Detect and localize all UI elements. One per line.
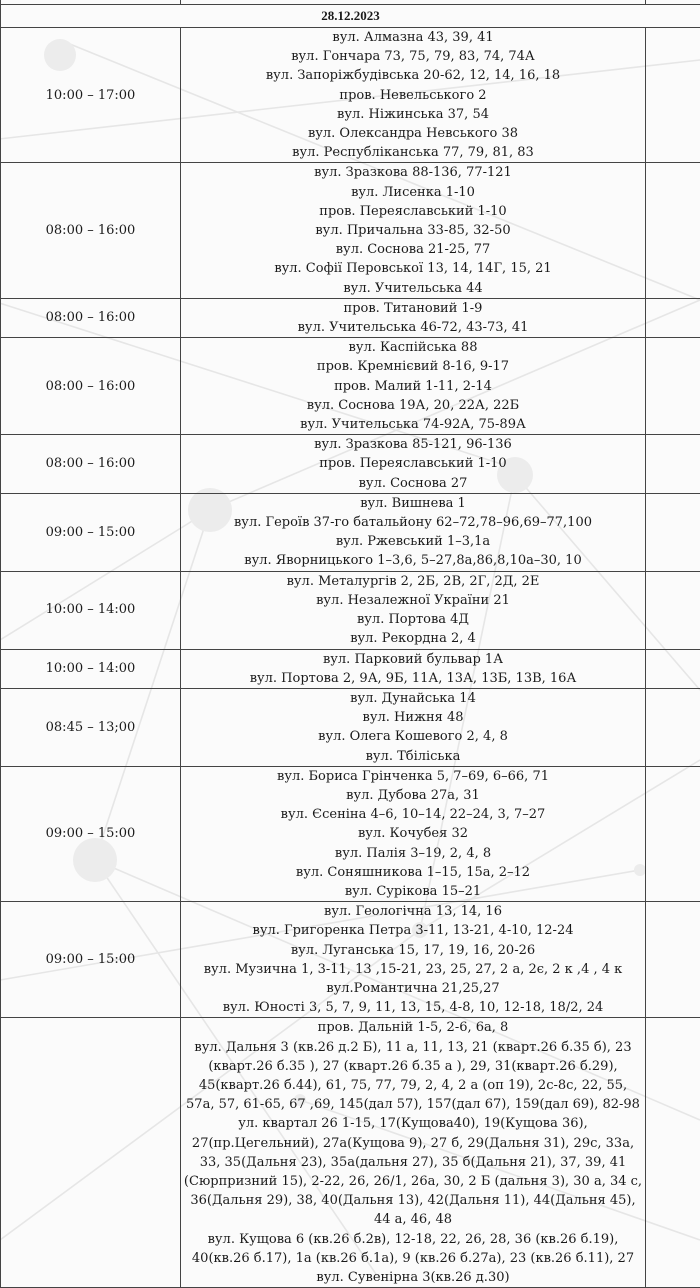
address-line: вул. Каспійська 88	[183, 338, 643, 357]
empty-cell	[646, 163, 700, 298]
address-line: вул. Сурікова 15–21	[183, 882, 643, 901]
address-line: вул. Рекордна 2, 4	[183, 629, 643, 648]
empty-cell	[646, 28, 700, 163]
schedule-row	[1, 28, 700, 163]
address-line: вул. Парковий бульвар 1А	[183, 650, 643, 669]
date-header: 28.12.2023	[1, 5, 700, 28]
address-list	[181, 493, 646, 571]
address-line: вул. Геологічна 13, 14, 16	[183, 902, 643, 921]
address-line: вул. Бориса Грінченка 5, 7–69, 6–66, 71	[183, 767, 643, 786]
address-line: вул. Соснова 19А, 20, 22А, 22Б	[183, 396, 643, 415]
date-header-row	[1, 5, 700, 28]
empty-cell	[646, 435, 700, 494]
outage-time: 10:00 – 14:00	[1, 571, 181, 649]
schedule-row	[1, 298, 700, 337]
outage-time: 08:00 – 16:00	[1, 338, 181, 435]
address-line: вул. Яворницького 1–3,6, 5–27,8а,86,8,10а–30, 10	[183, 551, 643, 570]
address-line: пров. Переяславський 1-10	[183, 454, 643, 473]
address-list	[181, 435, 646, 494]
address-line: вул. Алмазна 43, 39, 41	[183, 28, 643, 47]
address-line: пров. Невельського 2	[183, 86, 643, 105]
schedule-row	[1, 902, 700, 1018]
schedule-row	[1, 163, 700, 298]
empty-cell	[646, 766, 700, 901]
address-line: вул. Лисенка 1-10	[183, 183, 643, 202]
address-line: вул. Героїв 37-го батальйону 62–72,78–96,69–77,100	[183, 513, 643, 532]
address-line: вул. Ніжинська 37, 54	[183, 105, 643, 124]
address-list	[181, 902, 646, 1018]
address-line: вул. Кущова 6 (кв.26 б.2в), 12-18, 22, 26, 28, 36 (кв.26 б.19), 40(кв.26 б.17), 1а (кв.26 б.1а), 9 (кв.26 б.27а), 23 (кв.26 б.11), 27	[183, 1230, 643, 1268]
empty-cell	[646, 298, 700, 337]
address-line: вул. Тбіліська	[183, 747, 643, 766]
address-line: вул. Учительська 44	[183, 279, 643, 298]
address-line: вул. Незалежної України 21	[183, 591, 643, 610]
schedule-row	[1, 649, 700, 688]
empty-cell	[646, 688, 700, 766]
outage-time: 08:00 – 16:00	[1, 298, 181, 337]
address-line: вул. Вишнева 1	[183, 494, 643, 513]
address-line: вул. Портова 4Д	[183, 610, 643, 629]
address-line: пров. Переяславський 1-10	[183, 202, 643, 221]
address-list	[181, 649, 646, 688]
address-line: вул. Ржевський 1–3,1а	[183, 532, 643, 551]
address-list	[181, 766, 646, 901]
schedule-table-body	[1, 0, 700, 1288]
outage-time: 08:00 – 16:00	[1, 435, 181, 494]
address-line: вул. Запоріжбудівська 20-62, 12, 14, 16, 18	[183, 66, 643, 85]
outage-time: 09:00 – 15:00	[1, 902, 181, 1018]
address-line: вул. Соснова 27	[183, 474, 643, 493]
empty-cell	[646, 493, 700, 571]
address-line: вул. Дунайська 14	[183, 689, 643, 708]
address-line: пров. Дальній 1-5, 2-6, 6а, 8	[183, 1018, 643, 1037]
address-line: вул. Кочубея 32	[183, 824, 643, 843]
address-line: вул. Сувенірна 3(кв.26 д.30)	[183, 1268, 643, 1287]
schedule-row	[1, 571, 700, 649]
address-line: вул. Софії Перовської 13, 14, 14Г, 15, 21	[183, 259, 643, 278]
address-list	[181, 688, 646, 766]
address-line: вул.Романтична 21,25,27	[183, 979, 643, 998]
outage-time: 10:00 – 17:00	[1, 28, 181, 163]
empty-cell	[646, 1018, 700, 1288]
address-line: вул. Нижня 48	[183, 708, 643, 727]
address-line: вул. Причальна 33-85, 32-50	[183, 221, 643, 240]
empty-cell	[646, 571, 700, 649]
address-line: пров. Малий 1-11, 2-14	[183, 377, 643, 396]
address-line: вул. Олега Кошевого 2, 4, 8	[183, 727, 643, 746]
address-line: вул. Соснова 21-25, 77	[183, 240, 643, 259]
address-line: вул. Музична 1, 3-11, 13 ,15-21, 23, 25, 27, 2 а, 2є, 2 к ,4 , 4 к	[183, 960, 643, 979]
outage-time: 10:00 – 14:00	[1, 649, 181, 688]
outage-time: 09:00 – 15:00	[1, 766, 181, 901]
schedule-row	[1, 338, 700, 435]
schedule-row	[1, 766, 700, 901]
address-line: вул. Палія 3–19, 2, 4, 8	[183, 844, 643, 863]
address-line: ул. квартал 26 1-15, 17(Кущова40), 19(Кущова 36), 27(пр.Цегельний), 27а(Кущова 9), 27 б, 29(Дальня 31), 29с, 33а, 33, 35(Дальня 23), 35а(дальня 27), 35 б(Дальня 21), 37, 39, 41 (Сюрпризний 15), 2-22, 26, 26/1, 26а, 30, 2 Б (дальня 3), 30 а, 34 с, 36(Дальня 29), 38, 40(Дальня 13), 42(Дальня 11), 44(Дальня 45), 44 а, 46, 48	[183, 1114, 643, 1229]
address-line: пров. Титановий 1-9	[183, 299, 643, 318]
schedule-row	[1, 688, 700, 766]
address-list	[181, 298, 646, 337]
address-line: пров. Кремнієвий 8-16, 9-17	[183, 357, 643, 376]
address-list	[181, 163, 646, 298]
address-line: вул. Республіканська 77, 79, 81, 83	[183, 143, 643, 162]
address-line: вул. Юності 3, 5, 7, 9, 11, 13, 15, 4-8, 10, 12-18, 18/2, 24	[183, 998, 643, 1017]
address-line: вул. Металургів 2, 2Б, 2В, 2Г, 2Д, 2Е	[183, 572, 643, 591]
address-line: вул. Портова 2, 9А, 9Б, 11А, 13А, 13Б, 13В, 16А	[183, 669, 643, 688]
empty-cell	[646, 649, 700, 688]
address-line: вул. Учительська 74-92А, 75-89А	[183, 415, 643, 434]
schedule-row	[1, 493, 700, 571]
address-line: вул. Єсеніна 4–6, 10–14, 22–24, 3, 7–27	[183, 805, 643, 824]
schedule-row	[1, 1018, 700, 1288]
empty-cell	[646, 338, 700, 435]
address-list	[181, 571, 646, 649]
schedule-row	[1, 435, 700, 494]
address-list	[181, 338, 646, 435]
address-line: вул. Гончара 73, 75, 79, 83, 74, 74А	[183, 47, 643, 66]
outage-time: 08:00 – 16:00	[1, 163, 181, 298]
address-line: вул. Дубова 27а, 31	[183, 786, 643, 805]
outage-time: 09:00 – 15:00	[1, 493, 181, 571]
address-line: вул. Соняшникова 1–15, 15а, 2–12	[183, 863, 643, 882]
address-list	[181, 1018, 646, 1288]
address-line: вул. Олександра Невського 38	[183, 124, 643, 143]
outage-time	[1, 1018, 181, 1288]
address-list	[181, 28, 646, 163]
address-line: вул. Зразкова 88-136, 77-121	[183, 163, 643, 182]
outage-time: 08:45 – 13;00	[1, 688, 181, 766]
address-line: вул. Луганська 15, 17, 19, 16, 20-26	[183, 941, 643, 960]
address-line: вул. Григоренка Петра 3-11, 13-21, 4-10, 12-24	[183, 921, 643, 940]
address-line: вул. Дальня 3 (кв.26 д.2 Б), 11 а, 11, 13, 21 (кварт.26 б.35 б), 23 (кварт.26 б.35 ), 27 (кварт.26 б.35 а ), 29, 31(кварт.26 б.29), 45(кварт.26 б.44), 61, 75, 77, 79, 2, 4, 2 а (оп 19), 2с-8с, 22, 55, 57а, 57, 61-65, 67 ,69, 145(дал 57), 157(дал 67), 159(дал 69), 82-98	[183, 1038, 643, 1115]
empty-cell	[646, 902, 700, 1018]
address-line: вул. Учительська 46-72, 43-73, 41	[183, 318, 643, 337]
address-line: вул. Зразкова 85-121, 96-136	[183, 435, 643, 454]
